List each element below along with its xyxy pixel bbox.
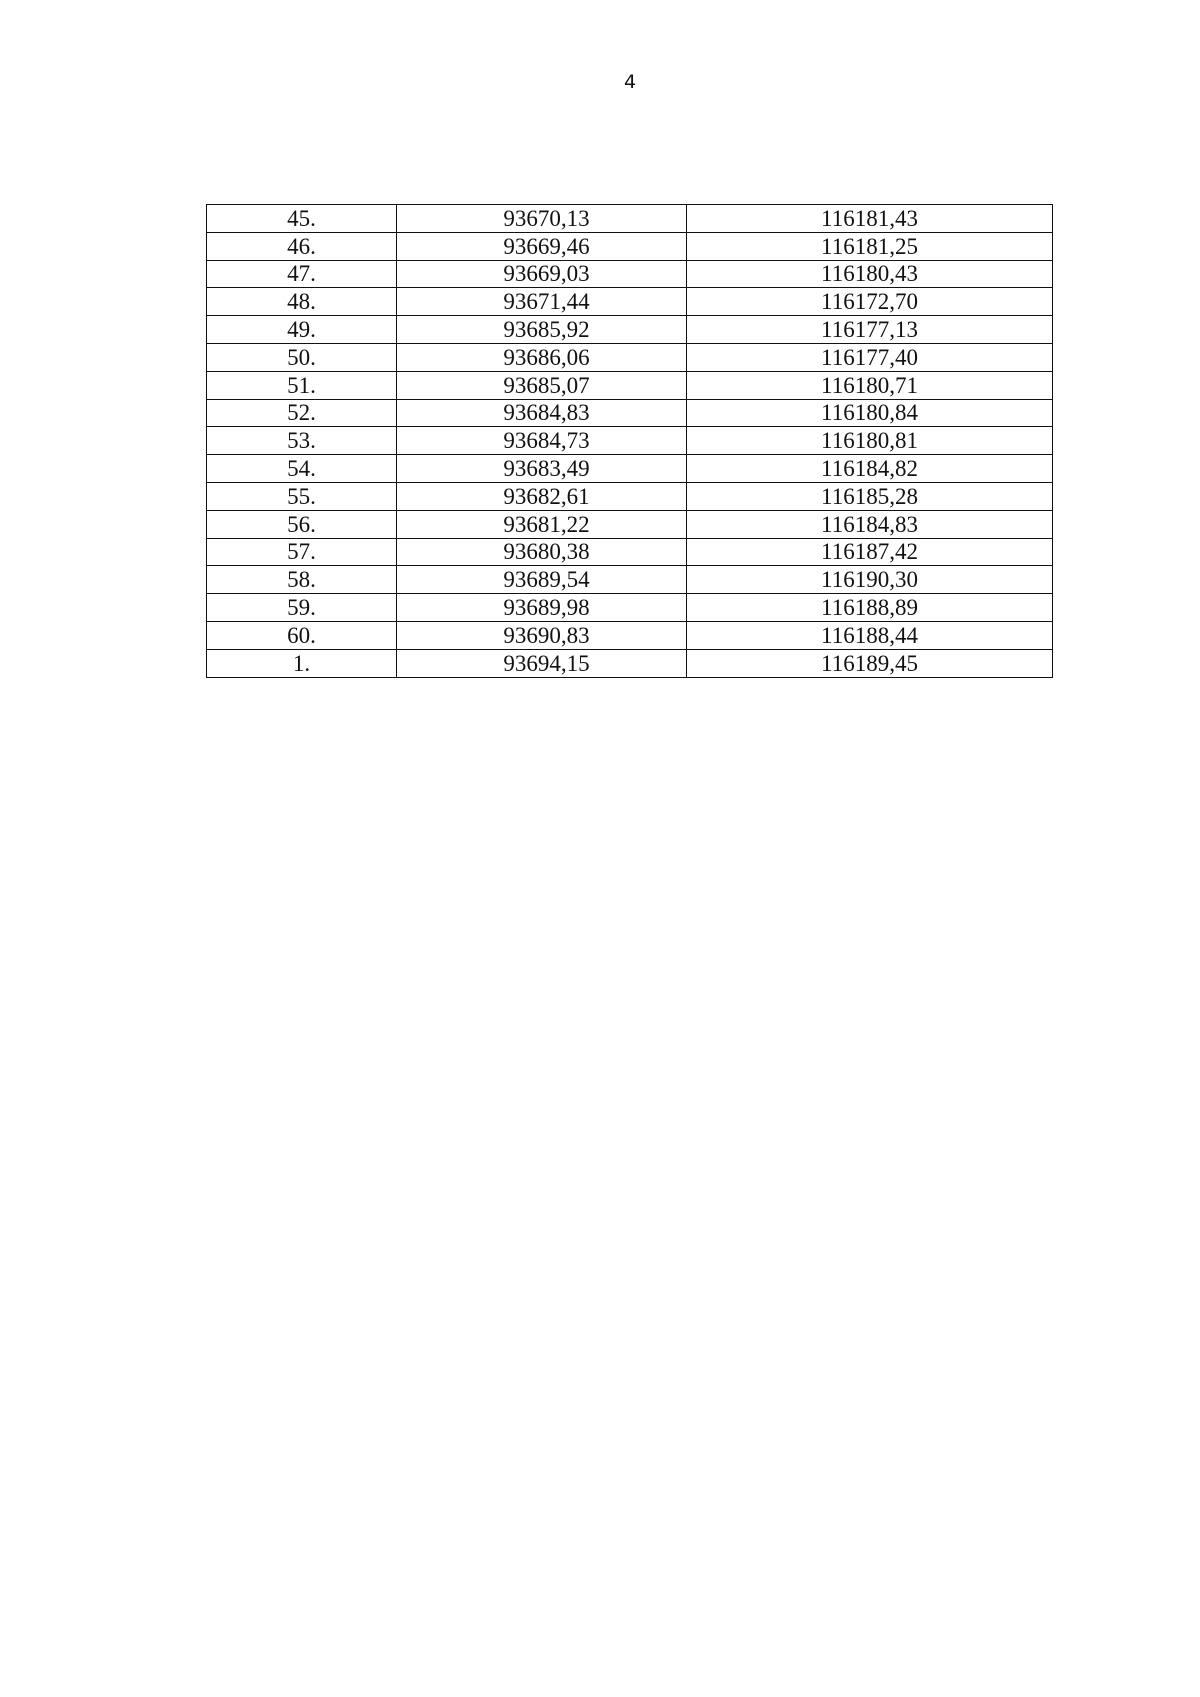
y-coordinate-cell: 116188,89 bbox=[687, 594, 1053, 622]
y-coordinate-cell: 116180,71 bbox=[687, 371, 1053, 399]
y-coordinate-cell: 116177,40 bbox=[687, 343, 1053, 371]
point-number-cell: 46. bbox=[207, 232, 397, 260]
point-number-cell: 51. bbox=[207, 371, 397, 399]
y-coordinate-cell: 116180,43 bbox=[687, 260, 1053, 288]
y-coordinate-cell: 116188,44 bbox=[687, 621, 1053, 649]
point-number-cell: 45. bbox=[207, 205, 397, 233]
x-coordinate-cell: 93685,07 bbox=[397, 371, 687, 399]
table-row bbox=[207, 621, 1053, 649]
table-row bbox=[207, 260, 1053, 288]
x-coordinate-cell: 93670,13 bbox=[397, 205, 687, 233]
page-number: 4 bbox=[623, 71, 637, 93]
coordinates-table bbox=[206, 204, 1053, 678]
y-coordinate-cell: 116187,42 bbox=[687, 538, 1053, 566]
point-number-cell: 49. bbox=[207, 316, 397, 344]
y-coordinate-cell: 116181,25 bbox=[687, 232, 1053, 260]
point-number-cell: 47. bbox=[207, 260, 397, 288]
x-coordinate-cell: 93684,73 bbox=[397, 427, 687, 455]
x-coordinate-cell: 93694,15 bbox=[397, 649, 687, 677]
y-coordinate-cell: 116180,81 bbox=[687, 427, 1053, 455]
coordinates-table-body bbox=[207, 205, 1053, 678]
point-number-cell: 48. bbox=[207, 288, 397, 316]
point-number-cell: 58. bbox=[207, 566, 397, 594]
point-number-cell: 1. bbox=[207, 649, 397, 677]
table-row bbox=[207, 566, 1053, 594]
table-row bbox=[207, 399, 1053, 427]
table-row bbox=[207, 316, 1053, 344]
x-coordinate-cell: 93682,61 bbox=[397, 482, 687, 510]
y-coordinate-cell: 116190,30 bbox=[687, 566, 1053, 594]
y-coordinate-cell: 116184,83 bbox=[687, 510, 1053, 538]
x-coordinate-cell: 93686,06 bbox=[397, 343, 687, 371]
table-row bbox=[207, 343, 1053, 371]
x-coordinate-cell: 93689,98 bbox=[397, 594, 687, 622]
x-coordinate-cell: 93681,22 bbox=[397, 510, 687, 538]
table-row bbox=[207, 482, 1053, 510]
point-number-cell: 55. bbox=[207, 482, 397, 510]
point-number-cell: 60. bbox=[207, 621, 397, 649]
table-row bbox=[207, 427, 1053, 455]
x-coordinate-cell: 93669,46 bbox=[397, 232, 687, 260]
point-number-cell: 54. bbox=[207, 455, 397, 483]
x-coordinate-cell: 93680,38 bbox=[397, 538, 687, 566]
y-coordinate-cell: 116185,28 bbox=[687, 482, 1053, 510]
x-coordinate-cell: 93684,83 bbox=[397, 399, 687, 427]
point-number-cell: 52. bbox=[207, 399, 397, 427]
y-coordinate-cell: 116177,13 bbox=[687, 316, 1053, 344]
table-row bbox=[207, 649, 1053, 677]
x-coordinate-cell: 93690,83 bbox=[397, 621, 687, 649]
point-number-cell: 59. bbox=[207, 594, 397, 622]
y-coordinate-cell: 116184,82 bbox=[687, 455, 1053, 483]
x-coordinate-cell: 93685,92 bbox=[397, 316, 687, 344]
table-row bbox=[207, 510, 1053, 538]
table-row bbox=[207, 205, 1053, 233]
table-row bbox=[207, 232, 1053, 260]
table-row bbox=[207, 538, 1053, 566]
x-coordinate-cell: 93689,54 bbox=[397, 566, 687, 594]
table-row bbox=[207, 288, 1053, 316]
point-number-cell: 50. bbox=[207, 343, 397, 371]
table-row bbox=[207, 371, 1053, 399]
point-number-cell: 53. bbox=[207, 427, 397, 455]
y-coordinate-cell: 116172,70 bbox=[687, 288, 1053, 316]
x-coordinate-cell: 93671,44 bbox=[397, 288, 687, 316]
y-coordinate-cell: 116189,45 bbox=[687, 649, 1053, 677]
x-coordinate-cell: 93683,49 bbox=[397, 455, 687, 483]
table-row bbox=[207, 455, 1053, 483]
y-coordinate-cell: 116181,43 bbox=[687, 205, 1053, 233]
x-coordinate-cell: 93669,03 bbox=[397, 260, 687, 288]
y-coordinate-cell: 116180,84 bbox=[687, 399, 1053, 427]
table-row bbox=[207, 594, 1053, 622]
point-number-cell: 56. bbox=[207, 510, 397, 538]
point-number-cell: 57. bbox=[207, 538, 397, 566]
